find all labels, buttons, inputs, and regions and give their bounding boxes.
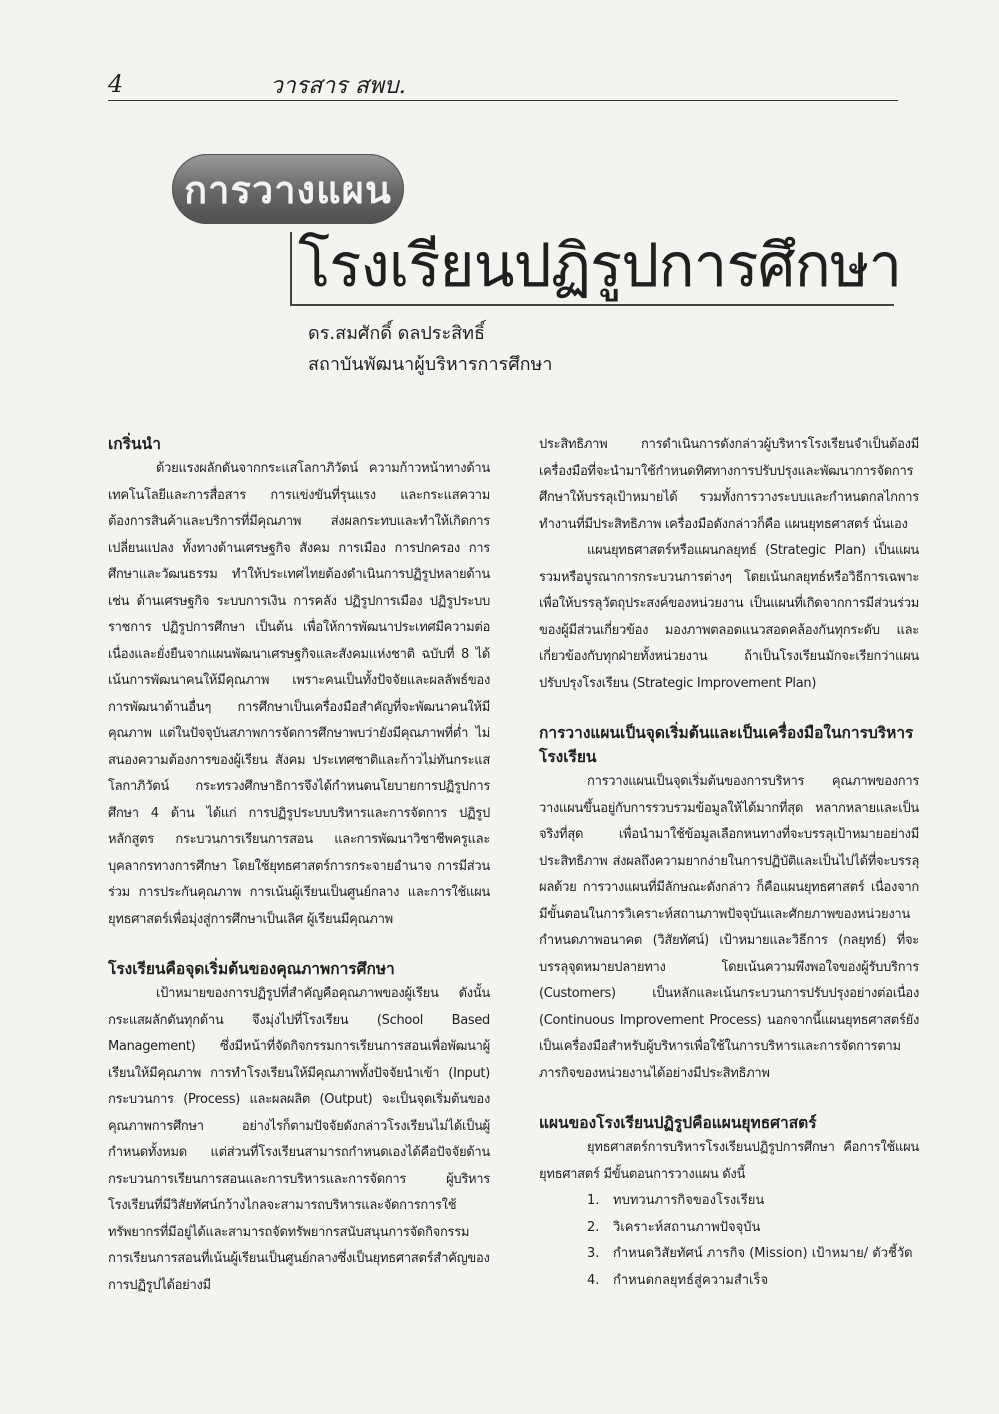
section-heading-school-quality: โรงเรียนคือจุดเริ่มต้นของคุณภาพการศึกษา — [108, 959, 395, 978]
section-gap — [539, 1087, 919, 1111]
section-heading-introduction: เกริ่นนำ — [108, 434, 161, 453]
section-heading-reform-plan: แผนของโรงเรียนปฏิรูปคือแผนยุทธศาสตร์ — [539, 1113, 817, 1132]
continued-paragraph: ประสิทธิภาพ การดำเนินการดังกล่าวผู้บริหารโรงเรียนจำเป็นต้องมีเครื่องมือที่จะนำมาใช้กำหนดทิศทางการปรับปรุงและพัฒนาการจัดการศึกษาให้บรรลุเป้าหมายได้ รวมทั้งการวางระบบและกำหนดกลไกการทำงานที่มีประสิทธิภาพ เครื่องมือดังกล่าวก็คือ แผนยุทธศาสตร์ นั่นเอง — [539, 437, 919, 532]
main-title: โรงเรียนปฏิรูปการศึกษา — [298, 231, 902, 301]
page-number: 4 — [108, 70, 124, 98]
left-column — [108, 432, 490, 1299]
journal-name: วารสาร สพบ. — [270, 73, 406, 99]
list-item: 4. กำหนดกลยุทธ์สู่ความสำเร็จ — [587, 1272, 769, 1288]
list-item: 1. ทบทวนภารกิจของโรงเรียน — [587, 1193, 765, 1208]
author-affiliation: สถาบันพัฒนาผู้บริหารการศึกษา — [308, 354, 553, 375]
planning-steps-list — [539, 1188, 919, 1294]
introduction-paragraph: ด้วยแรงผลักดันจากกระแสโลกาภิวัตน์ ความก้าวหน้าทางด้านเทคโนโลยีและการสื่อสาร การแข่งขันที่รุนแรง และกระแสความต้องการสินค้าและบริการที่มีคุณภาพ ส่งผลกระทบและทำให้เกิดการเปลี่ยนแปลง ทั้งทางด้านเศรษฐกิจ สังคม การเมือง การปกครอง การศึกษาและวัฒนธรรม ทำให้ประเทศไทยต้องดำเนินการปฏิรูปหลายด้านเช่น ด้านเศรษฐกิจ ระบบการเงิน การคลัง ปฏิรูปการเมือง ปฏิรูประบบราชการ ปฏิรูปการศึกษา เป็นต้น เพื่อให้การพัฒนาประเทศมีความต่อเนื่องและยั่งยืนจากแผนพัฒนาเศรษฐกิจและสังคมแห่งชาติ ฉบับที่ 8 ได้เน้นการพัฒนาคนให้มีคุณภาพ เพราะคนเป็นทั้งปัจจัยและผลลัพธ์ของการพัฒนาด้านอื่นๆ การศึกษาเป็นเครื่องมือสำคัญที่จะพัฒนาคนให้มีคุณภาพ แต่ในปัจจุบันสภาพการจัดการศึกษาพบว่ายังมีคุณภาพที่ต่ำ ไม่สนองความต้องการของผู้เรียน สังคม ประเทศชาติและก้าวไม่ทันกระแสโลกาภิวัตน์ กระทรวงศึกษาธิการจึงได้กำหนดนโยบายการปฏิรูปการศึกษา 4 ด้าน ได้แก่ การปฏิรูประบบบริหารและการจัดการ ปฏิรูปหลักสูตร กระบวนการเรียนการสอน และการพัฒนาวิชาชีพครูและบุคลากรทางการศึกษา โดยใช้ยุทธศาสตร์การกระจายอำนาจ การมีส่วนร่วม การประกันคุณภาพ การเน้นผู้เรียนเป็นศูนย์กลาง และการใช้แผนยุทธศาสตร์เพื่อมุ่งสู่การศึกษาเป็นเลิศ ผู้เรียนมีคุณภาพ — [108, 461, 490, 927]
planning-paragraph: การวางแผนเป็นจุดเริ่มต้นของการบริหาร คุณภาพของการวางแผนขึ้นอยู่กับการรวบรวมข้อมูลให้ได้มากที่สุด หลากหลายและเป็นจริงที่สุด เพื่อนำมาใช้ข้อมูลเลือกหนทางที่จะบรรลุเป้าหมายอย่างมีประสิทธิภาพ ส่งผลถึงความยากง่ายในการปฏิบัติและเป็นไปได้ที่จะบรรลุผลด้วย การวางแผนที่มีลักษณะดังกล่าว ก็คือแผนยุทธศาสตร์ เนื่องจากมีขั้นตอนในการวิเคราะห์สถานภาพปัจจุบันและศักยภาพของหน่วยงาน กำหนดภาพอนาคต (วิสัยทัศน์) เป้าหมายและวิธีการ (กลยุทธ์) ที่จะบรรลุจุดหมายปลายทาง โดยเน้นความพึงพอใจของผู้รับบริการ (Customers) เป็นหลักและเน้นกระบวนการปรับปรุงอย่างต่อเนื่อง (Continuous Improvement Process) นอกจากนี้แผนยุทธศาสตร์ยังเป็นเครื่องมือสำหรับผู้บริหารเพื่อใช้ในการบริหารและการจัดการตามภารกิจของหน่วยงานได้อย่างมีประสิทธิภาพ — [539, 774, 919, 1081]
section-heading-planning: การวางแผนเป็นจุดเริ่มต้นและเป็นเครื่องมือในการบริหารโรงเรียน — [539, 723, 914, 766]
reform-plan-paragraph: ยุทธศาสตร์การบริหารโรงเรียนปฏิรูปการศึกษา คือการใช้แผนยุทธศาสตร์ มีขั้นตอนการวางแผน ดังนี้ — [539, 1140, 919, 1182]
right-column — [539, 432, 919, 1294]
author-name: ดร.สมศักดิ์ ดลประสิทธิ์ — [308, 323, 485, 344]
title-pill — [172, 154, 404, 224]
list-item: 2. วิเคราะห์สถานภาพปัจจุบัน — [587, 1219, 761, 1235]
strategic-plan-paragraph: แผนยุทธศาสตร์หรือแผนกลยุทธ์ (Strategic Plan) เป็นแผนรวมหรือบูรณาการกระบวนการต่างๆ โดยเน้นกลยุทธ์หรือวิธีการเฉพาะเพื่อให้บรรลุวัตถุประสงค์ของหน่วยงาน เป็นแผนที่เกิดจากการมีส่วนร่วมของผู้มีส่วนเกี่ยวข้อง มองภาพตลอดแนวสอดคล้องกันทุกระดับ และเกี่ยวข้องกับทุกฝ่ายทั้งหน่วยงาน ถ้าเป็นโรงเรียนมักจะเรียกว่าแผนปรับปรุงโรงเรียน (Strategic Improvement Plan) — [539, 543, 919, 691]
section-gap — [108, 933, 490, 957]
header-rule — [108, 100, 898, 101]
school-quality-paragraph: เป้าหมายของการปฏิรูปที่สำคัญคือคุณภาพของผู้เรียน ดังนั้นกระแสผลักดันทุกด้าน จึงมุ่งไปที่โรงเรียน (School Based Management) ซึ่งมีหน้าที่จัดกิจกรรมการเรียนการสอนเพื่อพัฒนาผู้เรียนให้มีคุณภาพ การทำโรงเรียนให้มีคุณภาพทั้งปัจจัยนำเข้า (Input) กระบวนการ (Process) และผลผลิต (Output) จะเป็นจุดเริ่มต้นของคุณภาพการศึกษา อย่างไรก็ตามปัจจัยดังกล่าวโรงเรียนไม่ได้เป็นผู้กำหนดทั้งหมด แต่ส่วนที่โรงเรียนสามารถกำหนดเองได้คือปัจจัยด้านกระบวนการเรียนการสอนและการบริหารและการจัดการ ผู้บริหารโรงเรียนที่มีวิสัยทัศน์กว้างไกลจะสามารถบริหารและจัดการการใช้ทรัพยากรที่มีอยู่ได้และสามารถจัดทรัพยากรสนับสนุนการจัดกิจกรรมการเรียนการสอนที่เน้นผู้เรียนเป็นศูนย์กลางซึ่งเป็นยุทธศาสตร์สำคัญของการปฏิรูปได้อย่างมี — [108, 986, 490, 1293]
list-item: 3. กำหนดวิสัยทัศน์ ภารกิจ (Mission) เป้าหมาย/ ตัวชี้วัด — [587, 1246, 913, 1261]
title-pill-text: การวางแผน — [184, 167, 392, 212]
section-gap — [539, 697, 919, 721]
